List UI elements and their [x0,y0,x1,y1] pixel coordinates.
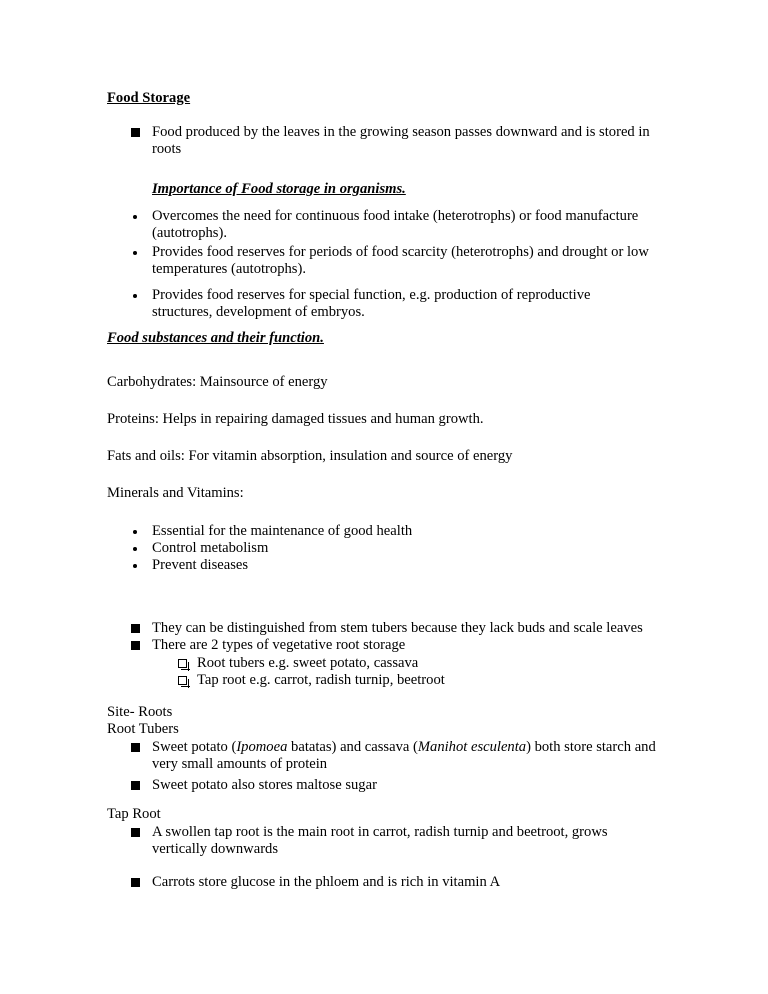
intro-bullet-text: Food produced by the leaves in the growing season passes downward and is stored in roots [152,124,650,157]
mineral-item: Essential for the maintenance of good health [152,523,413,539]
square-bullet-icon [131,641,140,650]
bullet-dot-icon [133,251,137,255]
page-title: Food Storage [107,90,191,106]
root-tubers-item: Sweet potato (Ipomoea batatas) and cassava (Manihot esculenta) both store starch and very small amounts of protein [152,739,656,772]
checkbox-bullet-icon [178,659,187,668]
tap-root-heading: Tap Root [107,806,161,822]
bullet-dot-icon [133,215,137,219]
root-type-item: Tap root e.g. carrot, radish turnip, beetroot [197,672,445,688]
site-line: Site- Roots [107,704,173,720]
fats-line: Fats and oils: For vitamin absorption, insulation and source of energy [107,448,513,464]
mineral-item: Control metabolism [152,540,269,556]
importance-item: Provides food reserves for periods of food scarcity (heterotrophs) and drought or low temperatures (autotrophs). [152,244,649,277]
square-bullet-icon [131,781,140,790]
importance-heading: Importance of Food storage in organisms. [152,181,406,197]
square-bullet-icon [131,828,140,837]
mineral-item: Prevent diseases [152,557,249,573]
substances-heading: Food substances and their function. [107,330,324,346]
bullet-dot-icon [133,294,137,298]
bullet-dot-icon [133,530,137,534]
root-tubers-heading: Root Tubers [107,721,179,737]
minerals-line: Minerals and Vitamins: [107,485,244,501]
carbohydrates-line: Carbohydrates: Mainsource of energy [107,374,328,390]
tap-root-item: Carrots store glucose in the phloem and is rich in vitamin A [152,874,501,890]
square-bullet-icon [131,878,140,887]
square-bullet-icon [131,743,140,752]
importance-item: Overcomes the need for continuous food intake (heterotrophs) or food manufacture (autotrophs). [152,208,639,241]
bullet-dot-icon [133,547,137,551]
proteins-line: Proteins: Helps in repairing damaged tissues and human growth. [107,411,484,427]
root-tubers-item: Sweet potato also stores maltose sugar [152,777,377,793]
bullet-dot-icon [133,564,137,568]
root-type-item: Root tubers e.g. sweet potato, cassava [197,655,419,671]
square-bullet-icon [131,128,140,137]
checkbox-bullet-icon [178,676,187,685]
root-storage-item: There are 2 types of vegetative root storage [152,637,406,653]
square-bullet-icon [131,624,140,633]
importance-item: Provides food reserves for special function, e.g. production of reproductive structures, development of embryos. [152,287,591,320]
root-storage-item: They can be distinguished from stem tubers because they lack buds and scale leaves [152,620,643,636]
tap-root-item: A swollen tap root is the main root in carrot, radish turnip and beetroot, grows vertically downwards [152,824,608,857]
